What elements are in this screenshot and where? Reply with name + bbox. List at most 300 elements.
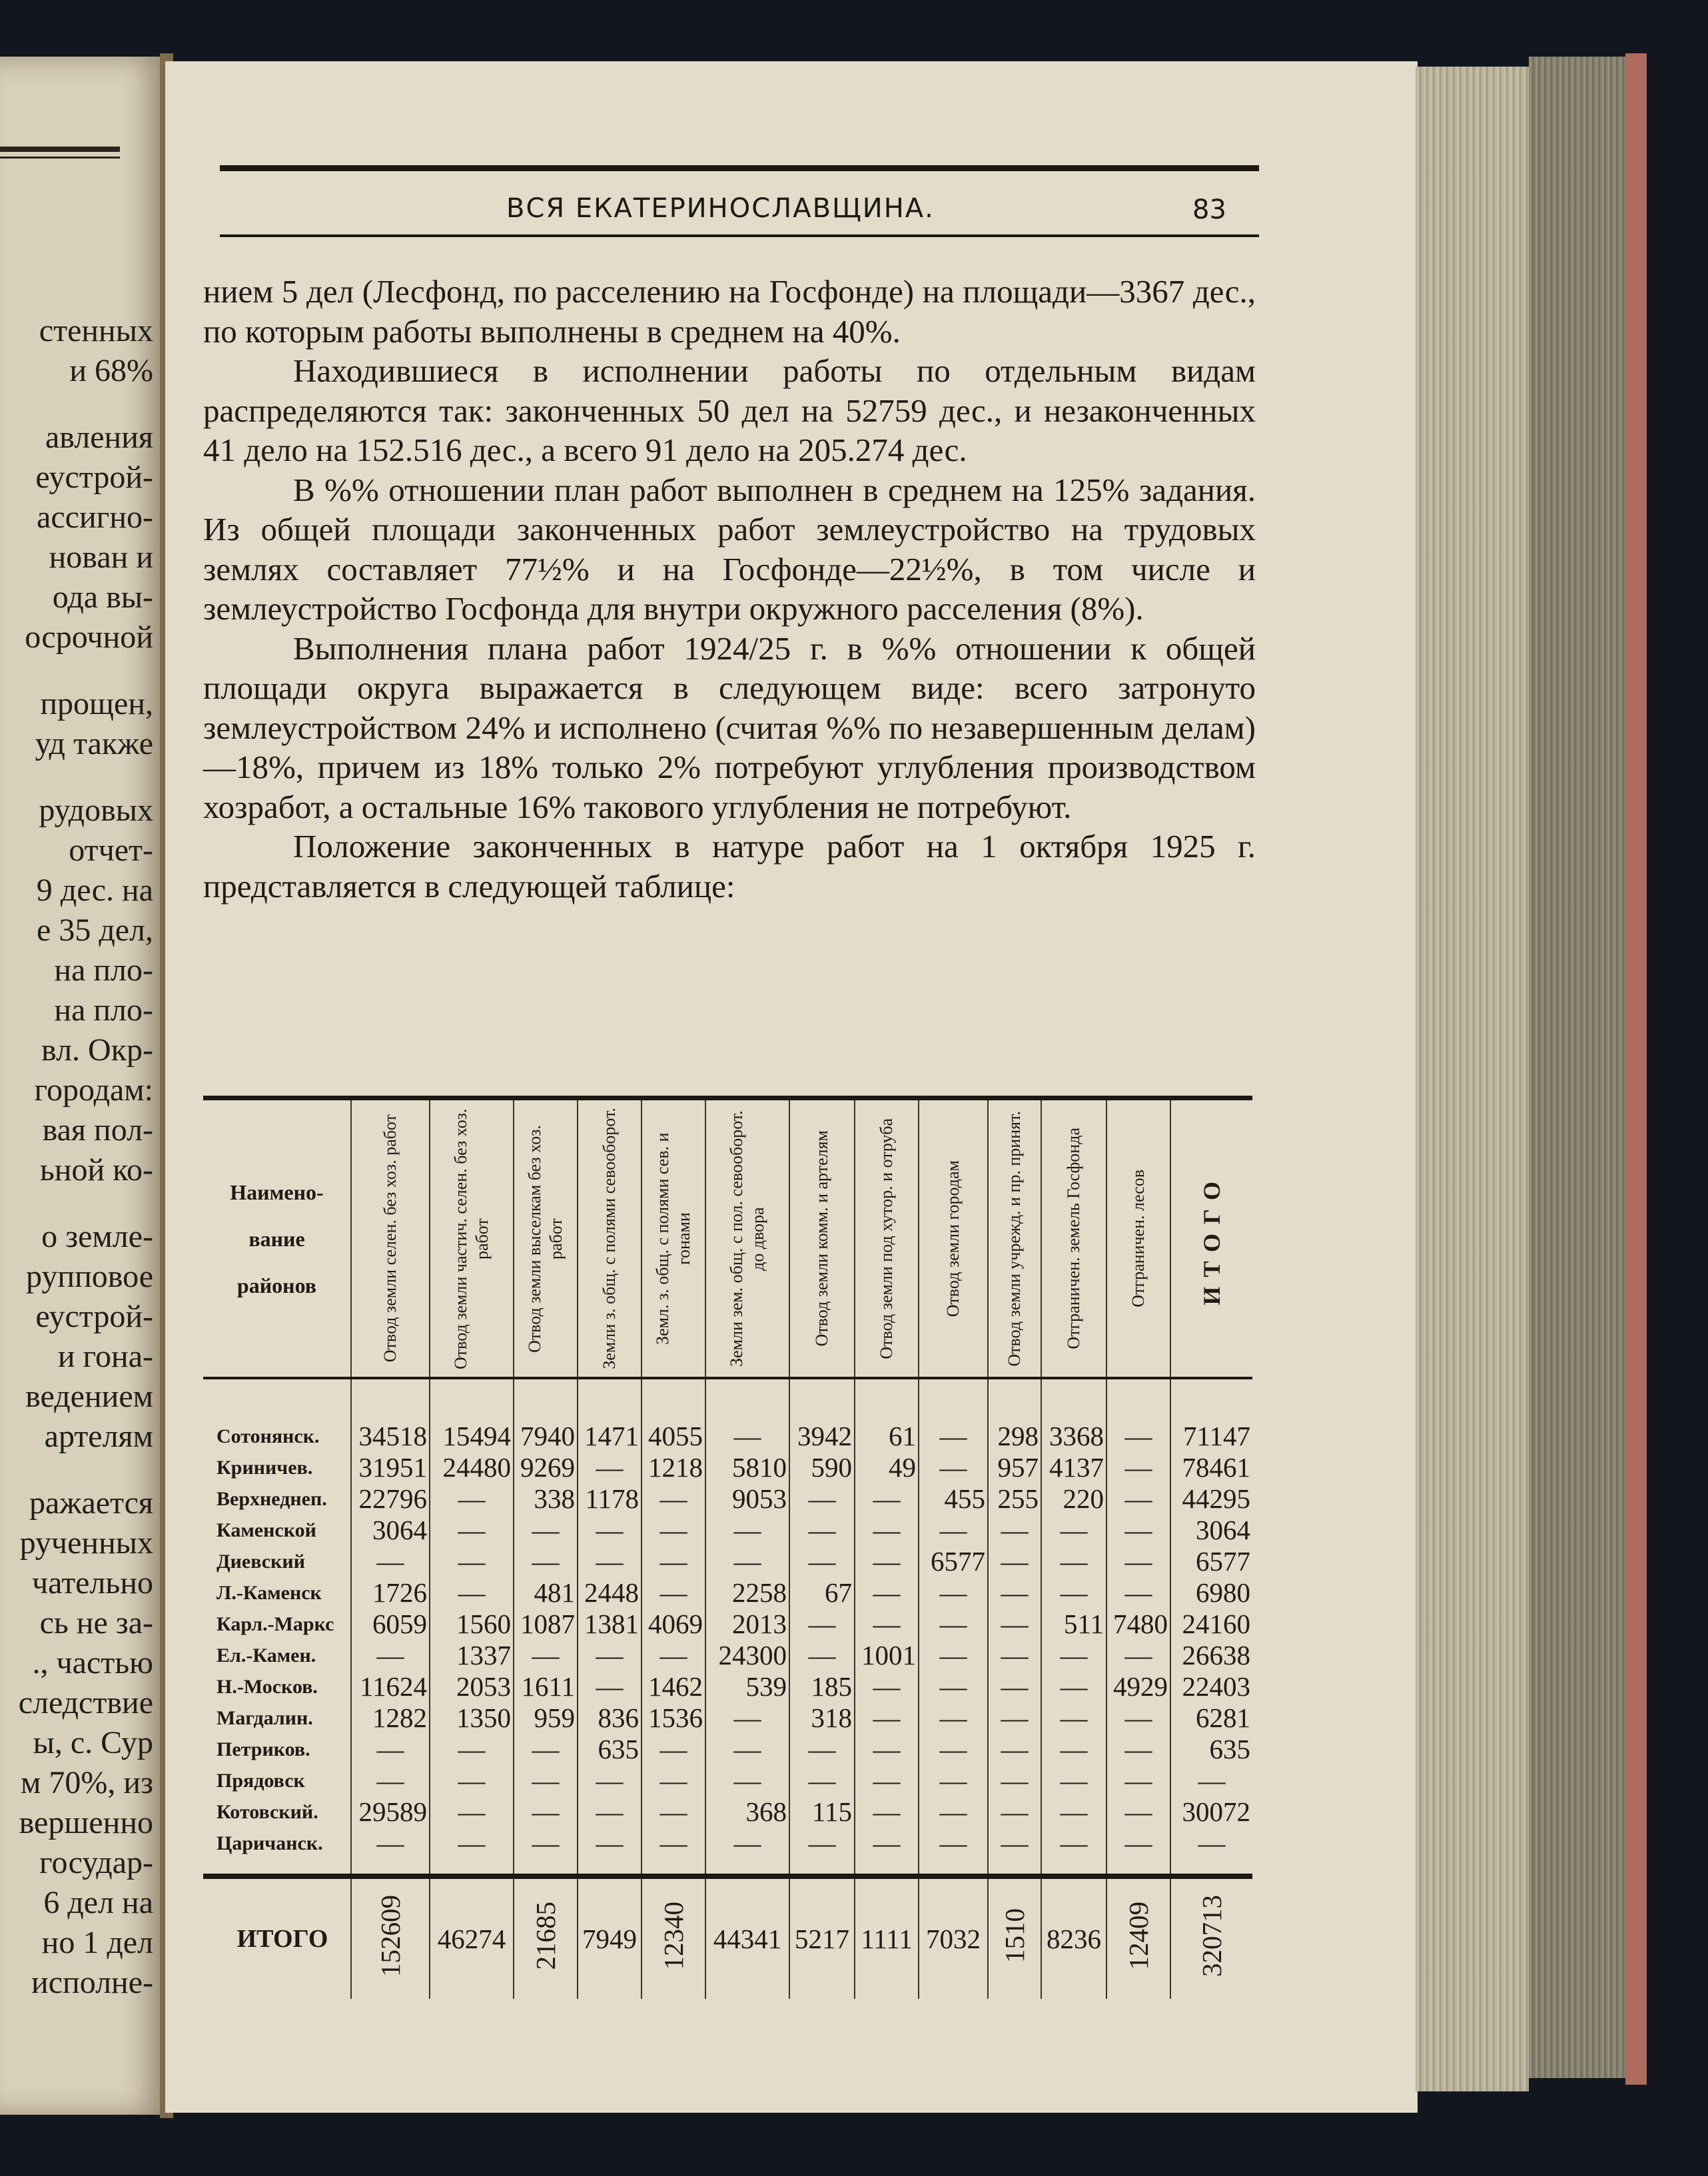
table-cell: — — [578, 1546, 641, 1577]
table-cell: 1350 — [430, 1702, 514, 1734]
paragraph: нием 5 дел (Лесфонд, по расселению на Госфонде) на площади—3367 дес., по которым работы выполнены в среднем на 40%. — [203, 273, 1256, 350]
table-cell: 15494 — [430, 1378, 514, 1452]
left-page-text-line: 6 дел на — [43, 1885, 153, 1920]
table-cell: — — [988, 1640, 1041, 1671]
table-cell: — — [1041, 1828, 1106, 1876]
table-cell: — — [855, 1577, 919, 1609]
total-value: 46274 — [437, 1923, 506, 1954]
table-cell: 4137 — [1041, 1452, 1106, 1483]
table-cell: — — [705, 1734, 789, 1765]
table-cell: 2053 — [430, 1671, 514, 1702]
table-cell: — — [988, 1546, 1041, 1577]
table-cell: 1726 — [351, 1577, 430, 1609]
table-cell: — — [919, 1796, 988, 1828]
total-cell — [705, 1876, 789, 1999]
table-cell: — — [514, 1765, 578, 1796]
column-header — [919, 1098, 988, 1379]
column-header-label: Земли з. общ. с полями севооборот. — [600, 1108, 619, 1369]
total-cell — [641, 1876, 705, 1999]
table-cell: 3368 — [1041, 1378, 1106, 1452]
table-cell: 6980 — [1170, 1577, 1252, 1609]
table-cell: — — [1041, 1640, 1106, 1671]
table-cell: — — [789, 1609, 855, 1640]
left-page-text-line: исполне- — [31, 1965, 153, 2000]
left-page-text-line: вершенно — [19, 1805, 153, 1840]
table-cell: 24480 — [430, 1452, 514, 1483]
column-header-label: Отвод земли под хутор. и отруба — [877, 1118, 896, 1359]
table-row — [203, 1577, 1252, 1609]
table-cell: 298 — [988, 1378, 1041, 1452]
total-value: 12340 — [657, 1901, 689, 1970]
district-name: Диевский — [216, 1551, 305, 1573]
table-cell: — — [988, 1609, 1041, 1640]
table-cell: 338 — [514, 1483, 578, 1515]
total-value: 7949 — [582, 1923, 637, 1954]
column-header-label: Отвод земли выселкам без хоз. работ — [525, 1124, 566, 1353]
table-row — [203, 1671, 1252, 1702]
table-row — [203, 1609, 1252, 1640]
row-header-line: Наимено- — [230, 1180, 324, 1204]
table-cell: — — [578, 1671, 641, 1702]
left-page-text-line: стенных — [39, 313, 153, 348]
table-cell: 1001 — [855, 1640, 919, 1671]
table-cell: 30072 — [1170, 1796, 1252, 1828]
table-cell: — — [641, 1483, 705, 1515]
left-page-text-line: м 70%, из — [20, 1765, 153, 1800]
left-page-fragment — [0, 57, 168, 2115]
header-underline — [220, 234, 1259, 237]
table-cell: — — [919, 1609, 988, 1640]
table-row — [203, 1378, 1252, 1452]
table-row — [203, 1734, 1252, 1765]
table-cell: — — [855, 1546, 919, 1577]
left-page-text-line: уд также — [35, 726, 153, 761]
table-cell: — — [1106, 1734, 1170, 1765]
district-name: Магдалин. — [216, 1707, 313, 1729]
table-cell: 49 — [855, 1452, 919, 1483]
table-cell: 1560 — [430, 1609, 514, 1640]
table-cell: 220 — [1041, 1483, 1106, 1515]
total-value: 320713 — [1196, 1894, 1227, 1977]
table-cell: — — [789, 1640, 855, 1671]
table-cell: — — [855, 1734, 919, 1765]
table-cell: — — [430, 1577, 514, 1609]
table-cell: — — [351, 1734, 430, 1765]
table-cell: — — [514, 1796, 578, 1828]
left-page-rule — [0, 157, 120, 159]
totals-row — [203, 1876, 1252, 1999]
table-cell: — — [789, 1828, 855, 1876]
table-cell: 7480 — [1106, 1609, 1170, 1640]
table-cell: 635 — [1170, 1734, 1252, 1765]
table-row — [203, 1640, 1252, 1671]
paragraph: В %% отношении план работ выполнен в среднем на 125% задания. Из общей площади законченных работ землеустройство на трудовых землях составляет 77½% и на Госфонде—22½%, в том числе и землеустройство Госфонда для внутри окружного расселения (8%). — [203, 471, 1256, 627]
table-cell: — — [919, 1452, 988, 1483]
table-row — [203, 1796, 1252, 1828]
table-cell: — — [705, 1702, 789, 1734]
row-header-line: районов — [236, 1273, 317, 1297]
table-cell: — — [578, 1765, 641, 1796]
total-cell — [1106, 1876, 1170, 1999]
totals-label: ИТОГО — [203, 1876, 351, 1999]
column-header-label: Земли зем. общ. с пол. севооборот. до двора — [727, 1110, 767, 1367]
table-cell: 1471 — [578, 1378, 641, 1452]
table-cell: — — [1106, 1640, 1170, 1671]
table-cell: — — [919, 1577, 988, 1609]
table-cell: — — [919, 1378, 988, 1452]
table-cell: — — [919, 1702, 988, 1734]
table-cell: 481 — [514, 1577, 578, 1609]
table-cell: — — [919, 1515, 988, 1546]
table-cell: 1218 — [641, 1452, 705, 1483]
district-name: Каменской — [216, 1519, 316, 1541]
left-page-text-line: следствие — [18, 1685, 153, 1720]
table-cell: — — [789, 1765, 855, 1796]
header-rule — [220, 165, 1259, 171]
column-header-label: Отвод земли городам — [943, 1160, 963, 1317]
table-cell: — — [641, 1515, 705, 1546]
table-cell: — — [855, 1796, 919, 1828]
column-header — [430, 1098, 514, 1379]
left-page-text-line: и гона- — [57, 1339, 153, 1374]
row-header-cell — [203, 1098, 351, 1379]
table-cell: 6281 — [1170, 1702, 1252, 1734]
table-cell: — — [514, 1640, 578, 1671]
left-page-text-line: сь не за- — [39, 1605, 153, 1640]
column-header-label: Отграничен. лесов — [1128, 1170, 1148, 1307]
table-cell: — — [919, 1671, 988, 1702]
total-value: 152609 — [374, 1894, 406, 1977]
table-cell: 4929 — [1106, 1671, 1170, 1702]
table-cell: — — [789, 1483, 855, 1515]
table-cell: 4055 — [641, 1378, 705, 1452]
district-name: Царичанск. — [216, 1832, 323, 1854]
total-value: 44341 — [713, 1923, 782, 1954]
left-page-text-line: вл. Окр- — [41, 1032, 153, 1068]
table-cell: 3064 — [351, 1515, 430, 1546]
table-cell: — — [1106, 1577, 1170, 1609]
left-page-text-line: нован и — [49, 540, 153, 575]
left-page-text-line: ассигно- — [37, 500, 153, 535]
total-cell — [988, 1876, 1041, 1999]
table-cell: — — [789, 1546, 855, 1577]
district-name: Сотонянск. — [216, 1425, 320, 1447]
left-page-text-line: осрочной — [25, 619, 153, 655]
column-header-label: Земл. з. общ. с полями сев. и гонами — [653, 1132, 693, 1345]
table-cell: 22403 — [1170, 1671, 1252, 1702]
table-cell: 29589 — [351, 1796, 430, 1828]
paragraph: Выполнения плана работ 1924/25 г. в %% отношении к общей площади округа выражается в следующем виде: всего затронуто землеустройством 24% и исполнено (считая %% по незавершенным делам)—18%, причем из 18% только 2% потребуют углубления производством хозработ, а остальные 16% такового углубления не потребуют. — [203, 629, 1256, 825]
page-edges-dark — [1529, 57, 1639, 2078]
table-cell: — — [430, 1515, 514, 1546]
table-cell: — — [1041, 1765, 1106, 1796]
left-page-text-line: но 1 дел — [41, 1925, 153, 1960]
table-cell: 1282 — [351, 1702, 430, 1734]
table-cell: — — [430, 1546, 514, 1577]
table-cell: — — [351, 1765, 430, 1796]
column-header — [1041, 1098, 1106, 1379]
table-cell: — — [1041, 1671, 1106, 1702]
table-cell: — — [430, 1765, 514, 1796]
table-cell: 26638 — [1170, 1640, 1252, 1671]
land-works-table — [203, 1096, 1252, 1999]
table-cell: — — [578, 1640, 641, 1671]
table-cell: 7940 — [514, 1378, 578, 1452]
table-cell: — — [514, 1546, 578, 1577]
left-page-text-line: чательно — [31, 1565, 153, 1601]
table-row — [203, 1828, 1252, 1876]
column-header — [855, 1098, 919, 1379]
table-cell: — — [514, 1828, 578, 1876]
table-cell: 1337 — [430, 1640, 514, 1671]
table-cell: — — [1041, 1702, 1106, 1734]
running-title: ВСЯ ЕКАТЕРИНОСЛАВЩИНА. — [506, 193, 935, 224]
table-cell: — — [705, 1378, 789, 1452]
total-value: 5217 — [795, 1923, 849, 1954]
table-cell: — — [705, 1515, 789, 1546]
table-cell: — — [1041, 1796, 1106, 1828]
table-cell: — — [514, 1734, 578, 1765]
table-cell: — — [855, 1671, 919, 1702]
column-header-label: Отвод земли селен. без хоз. работ — [380, 1114, 400, 1363]
left-page-text-line: авления — [45, 420, 153, 455]
table-cell: — — [1106, 1452, 1170, 1483]
table-cell: — — [514, 1515, 578, 1546]
table-cell: — — [1106, 1515, 1170, 1546]
table-cell: — — [1106, 1378, 1170, 1452]
left-page-text-line: рудовых — [39, 793, 153, 828]
left-page-text-line: городам: — [34, 1072, 153, 1108]
table-cell: 31951 — [351, 1452, 430, 1483]
table-cell: 6059 — [351, 1609, 430, 1640]
left-page-text-line: е 35 дел, — [37, 912, 153, 948]
total-value: 21685 — [530, 1901, 561, 1970]
table-cell: — — [1106, 1483, 1170, 1515]
table-cell: — — [578, 1452, 641, 1483]
table-cell: 1536 — [641, 1702, 705, 1734]
table-cell: — — [919, 1765, 988, 1796]
table-cell: — — [1041, 1546, 1106, 1577]
table-cell: 24160 — [1170, 1609, 1252, 1640]
left-page-text-line: еустрой- — [35, 1299, 153, 1334]
left-page-text-line: государ- — [39, 1845, 153, 1880]
table-cell: 44295 — [1170, 1483, 1252, 1515]
page-number: 83 — [1192, 194, 1226, 225]
table-cell: — — [578, 1828, 641, 1876]
column-header-label: Отграничен. земель Госфонда — [1064, 1128, 1083, 1349]
table-cell: 1178 — [578, 1483, 641, 1515]
column-header — [514, 1098, 578, 1379]
table-cell: 9269 — [514, 1452, 578, 1483]
total-cell — [430, 1876, 514, 1999]
left-page-text-line: 9 дес. на — [36, 873, 153, 908]
table-row — [203, 1702, 1252, 1734]
table-cell: 318 — [789, 1702, 855, 1734]
total-cell — [919, 1876, 988, 1999]
table-cell: 957 — [988, 1452, 1041, 1483]
table-cell: — — [430, 1796, 514, 1828]
table-cell: — — [855, 1828, 919, 1876]
paragraph: Находившиеся в исполнении работы по отдельным видам распределяются так: законченных 50 дел на 52759 дес., и незаконченных 41 дело на 152.516 дес., а всего 91 дело на 205.274 дес. — [203, 352, 1256, 468]
row-header-line: вание — [248, 1226, 305, 1251]
table-cell: 34518 — [351, 1378, 430, 1452]
table-cell: 1611 — [514, 1671, 578, 1702]
table-cell: — — [351, 1828, 430, 1876]
table-cell: — — [855, 1702, 919, 1734]
column-header — [641, 1098, 705, 1379]
table-cell: — — [1041, 1734, 1106, 1765]
table-cell: 5810 — [705, 1452, 789, 1483]
table-row — [203, 1765, 1252, 1796]
district-name: Котовский. — [216, 1801, 318, 1823]
table-cell: 11624 — [351, 1671, 430, 1702]
table-cell: — — [641, 1577, 705, 1609]
body-text — [203, 272, 1256, 906]
total-cell — [1041, 1876, 1106, 1999]
table-cell: — — [705, 1546, 789, 1577]
table-cell: — — [988, 1828, 1041, 1876]
table-cell: — — [578, 1796, 641, 1828]
table-cell: — — [855, 1483, 919, 1515]
table-row — [203, 1515, 1252, 1546]
table-cell: — — [988, 1671, 1041, 1702]
table-cell: 1381 — [578, 1609, 641, 1640]
table-cell: — — [988, 1796, 1041, 1828]
table-cell: — — [1041, 1515, 1106, 1546]
column-header — [578, 1098, 641, 1379]
table-cell: 368 — [705, 1796, 789, 1828]
column-header-label: Отвод земли комм. и артелям — [812, 1130, 831, 1347]
left-page-text-line: ьной ко- — [39, 1152, 153, 1188]
table-cell: 6577 — [919, 1546, 988, 1577]
table-cell: 67 — [789, 1577, 855, 1609]
left-page-text-line: ода вы- — [52, 579, 153, 615]
table-cell: 24300 — [705, 1640, 789, 1671]
table-cell: — — [578, 1515, 641, 1546]
table-cell: 3064 — [1170, 1515, 1252, 1546]
column-header-label: ИТОГО — [1198, 1172, 1225, 1305]
column-header — [988, 1098, 1041, 1379]
left-page-text-line: ведением — [25, 1379, 153, 1414]
column-header — [1106, 1098, 1170, 1379]
table-cell: — — [919, 1828, 988, 1876]
table-cell: — — [855, 1609, 919, 1640]
table-cell: — — [988, 1765, 1041, 1796]
table-cell: — — [789, 1734, 855, 1765]
table-cell: — — [988, 1702, 1041, 1734]
table-cell: — — [351, 1640, 430, 1671]
table-row — [203, 1546, 1252, 1577]
table-cell: — — [1170, 1828, 1252, 1876]
table-cell: — — [641, 1828, 705, 1876]
left-page-text-line: на пло- — [54, 992, 153, 1028]
table-cell: — — [855, 1765, 919, 1796]
total-value: 7032 — [926, 1923, 981, 1954]
table-cell: — — [1170, 1765, 1252, 1796]
table-cell: — — [988, 1577, 1041, 1609]
left-page-text-line: рученных — [19, 1525, 153, 1561]
table-cell: — — [789, 1515, 855, 1546]
left-page-text-line: рупповое — [26, 1259, 153, 1294]
table-cell: — — [1106, 1796, 1170, 1828]
table-cell: 185 — [789, 1671, 855, 1702]
total-cell — [514, 1876, 578, 1999]
total-value: 12409 — [1122, 1901, 1154, 1970]
table-cell: 959 — [514, 1702, 578, 1734]
left-page-text-line: и 68% — [69, 353, 153, 388]
district-name: Криничев. — [216, 1457, 313, 1479]
total-cell — [855, 1876, 919, 1999]
total-cell — [578, 1876, 641, 1999]
table-cell: 2013 — [705, 1609, 789, 1640]
table-cell: 4069 — [641, 1609, 705, 1640]
column-header-label: Отвод земли учрежд. и пр. принят. — [1005, 1110, 1024, 1367]
paragraph: Положение законченных в натуре работ на 1 октября 1925 г. представляется в следующей таблице: — [203, 828, 1256, 905]
column-header — [705, 1098, 789, 1379]
total-value: 1510 — [999, 1908, 1030, 1963]
table-cell: — — [1106, 1765, 1170, 1796]
left-page-text-line: ы, с. Сур — [33, 1725, 153, 1760]
table-cell: 1462 — [641, 1671, 705, 1702]
table-cell: — — [430, 1734, 514, 1765]
table-cell: 2258 — [705, 1577, 789, 1609]
left-page-text-line: о земле- — [41, 1219, 153, 1254]
left-page-text-line: ражается — [29, 1485, 153, 1521]
table-cell: — — [430, 1483, 514, 1515]
table-cell: 255 — [988, 1483, 1041, 1515]
column-header-label: Отвод земли частич. селен. без хоз. работ — [451, 1108, 492, 1369]
table-cell: — — [641, 1796, 705, 1828]
total-value: 8236 — [1047, 1923, 1101, 1954]
district-name: Петриков. — [216, 1738, 310, 1760]
table-cell: 3942 — [789, 1378, 855, 1452]
table-cell: 61 — [855, 1378, 919, 1452]
column-header — [1170, 1098, 1252, 1379]
table-cell: 1087 — [514, 1609, 578, 1640]
left-page-text-line: артелям — [44, 1419, 153, 1454]
table-cell: — — [705, 1765, 789, 1796]
column-header — [351, 1098, 430, 1379]
total-value: 1111 — [861, 1923, 913, 1954]
table-row — [203, 1452, 1252, 1483]
left-page-text-line: вая пол- — [42, 1112, 153, 1148]
left-page-text-line: ., частью — [32, 1645, 153, 1680]
district-name: Л.-Каменск — [216, 1582, 322, 1604]
table-cell: — — [988, 1734, 1041, 1765]
left-page-text-line: на пло- — [54, 952, 153, 988]
table-cell: — — [430, 1828, 514, 1876]
left-page-text-line: отчет- — [69, 833, 153, 868]
table-cell: 71147 — [1170, 1378, 1252, 1452]
table-cell: — — [641, 1640, 705, 1671]
book-cover-edge — [1625, 53, 1647, 2085]
district-name: Прядовск — [216, 1770, 305, 1792]
table-cell: — — [1106, 1702, 1170, 1734]
table-cell: — — [1041, 1577, 1106, 1609]
district-name: Карл.-Маркс — [216, 1613, 334, 1635]
table-cell: — — [351, 1546, 430, 1577]
table-header-row — [203, 1098, 1252, 1379]
table-cell: 22796 — [351, 1483, 430, 1515]
total-cell — [789, 1876, 855, 1999]
district-name: Верхнеднеп. — [216, 1488, 327, 1510]
table-cell: — — [641, 1734, 705, 1765]
page-edges — [1416, 67, 1529, 2091]
table-cell: — — [919, 1640, 988, 1671]
table-cell: — — [1106, 1828, 1170, 1876]
table-cell: 539 — [705, 1671, 789, 1702]
table-cell: — — [1106, 1546, 1170, 1577]
